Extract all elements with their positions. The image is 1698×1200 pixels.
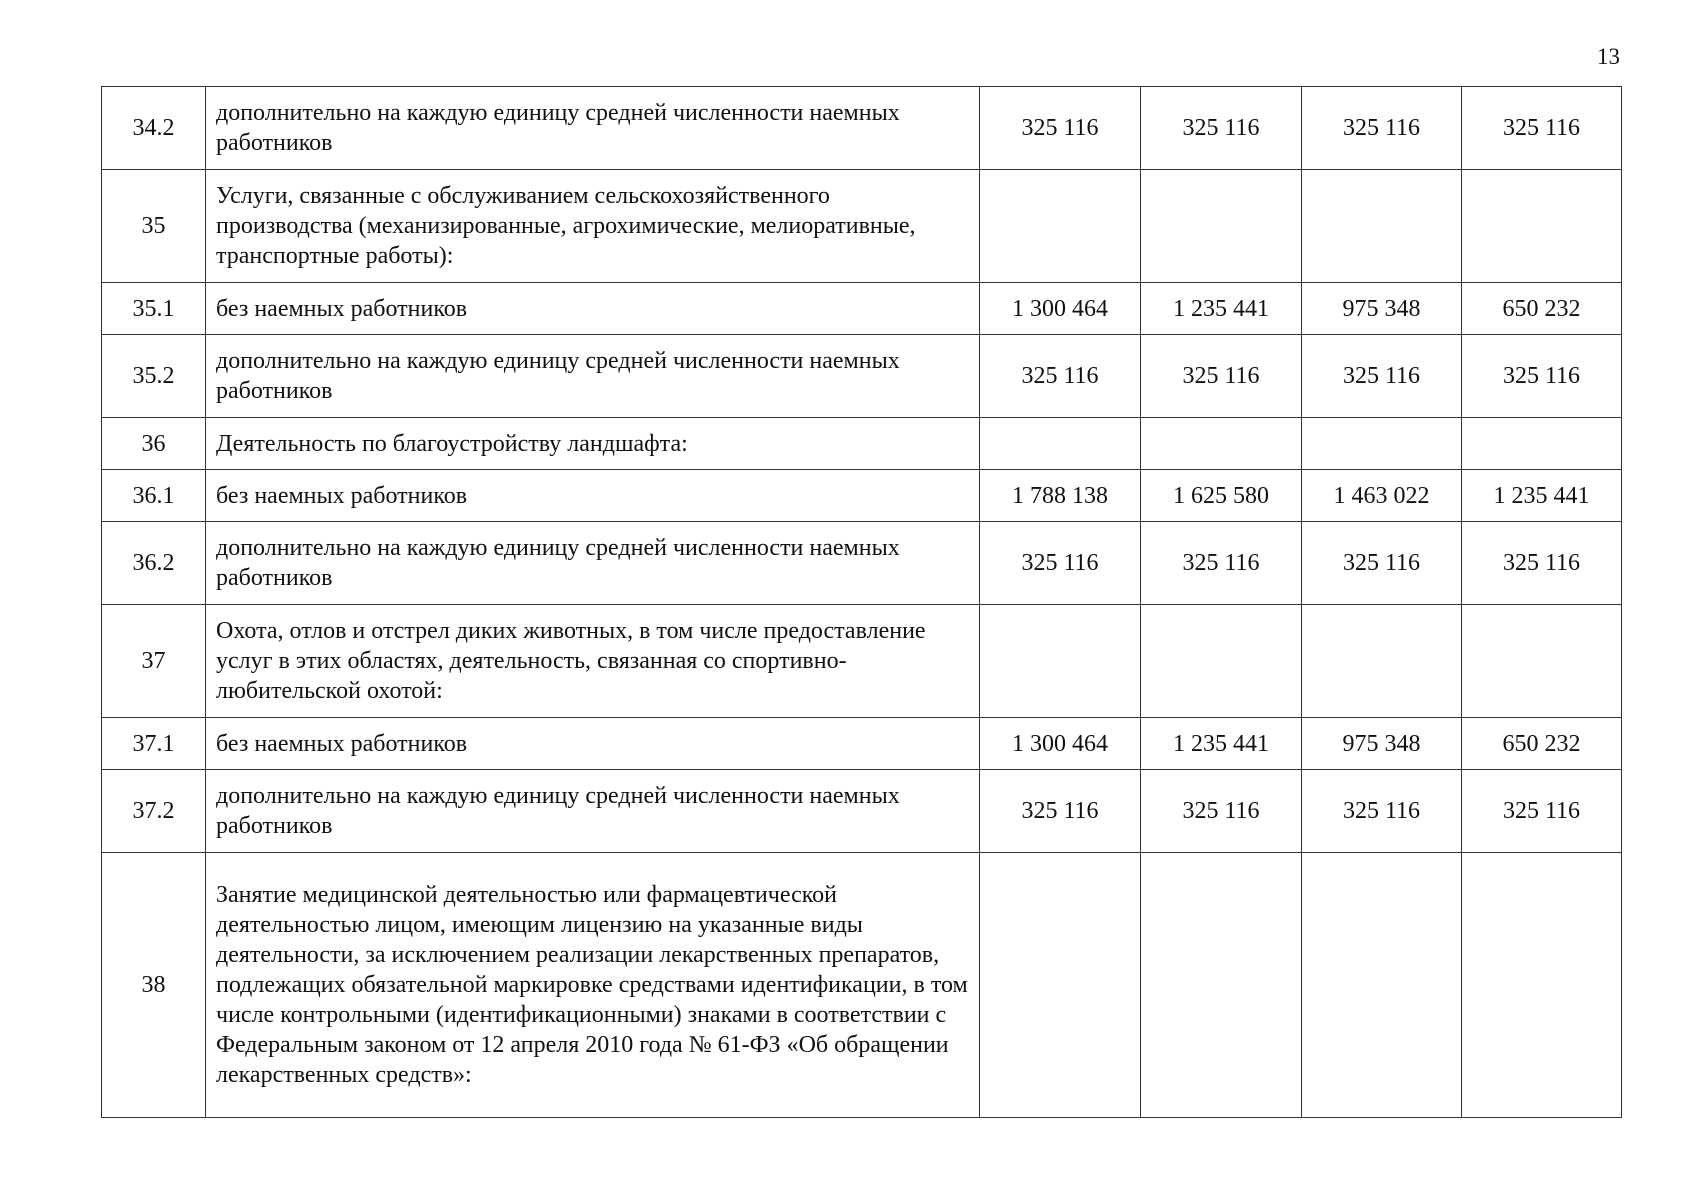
value-cell: 325 116 bbox=[1462, 770, 1622, 853]
value-cell bbox=[1462, 170, 1622, 283]
row-number: 35.2 bbox=[102, 335, 206, 418]
value-cell bbox=[980, 170, 1141, 283]
value-cell bbox=[1141, 170, 1302, 283]
row-number: 37.2 bbox=[102, 770, 206, 853]
value-cell: 1 300 464 bbox=[980, 283, 1141, 335]
row-description: дополнительно на каждую единицу средней численности наемных работников bbox=[206, 335, 980, 418]
value-cell bbox=[980, 418, 1141, 470]
row-description: Услуги, связанные с обслуживанием сельскохозяйственного производства (механизированные, агрохимические, мелиоративные, транспортные работы): bbox=[206, 170, 980, 283]
row-description: Деятельность по благоустройству ландшафта: bbox=[206, 418, 980, 470]
table-row bbox=[102, 418, 1622, 470]
value-cell: 975 348 bbox=[1302, 283, 1462, 335]
table-row bbox=[102, 605, 1622, 718]
value-cell: 325 116 bbox=[1302, 87, 1462, 170]
table-row bbox=[102, 853, 1622, 1118]
row-number: 37 bbox=[102, 605, 206, 718]
value-cell bbox=[980, 853, 1141, 1118]
value-cell bbox=[1302, 853, 1462, 1118]
row-number: 35.1 bbox=[102, 283, 206, 335]
row-number: 35 bbox=[102, 170, 206, 283]
row-description: дополнительно на каждую единицу средней численности наемных работников bbox=[206, 770, 980, 853]
table-row bbox=[102, 283, 1622, 335]
value-cell: 1 235 441 bbox=[1141, 283, 1302, 335]
value-cell: 650 232 bbox=[1462, 718, 1622, 770]
page-number: 13 bbox=[1597, 44, 1620, 69]
value-cell: 325 116 bbox=[1141, 770, 1302, 853]
table-row bbox=[102, 170, 1622, 283]
row-description: без наемных работников bbox=[206, 470, 980, 522]
value-cell bbox=[1141, 605, 1302, 718]
table-row bbox=[102, 522, 1622, 605]
row-description: дополнительно на каждую единицу средней численности наемных работников bbox=[206, 522, 980, 605]
value-cell: 325 116 bbox=[980, 87, 1141, 170]
value-cell: 325 116 bbox=[1141, 522, 1302, 605]
table-row bbox=[102, 770, 1622, 853]
table-row bbox=[102, 718, 1622, 770]
row-number: 37.1 bbox=[102, 718, 206, 770]
value-cell: 325 116 bbox=[1302, 335, 1462, 418]
table-row bbox=[102, 470, 1622, 522]
value-cell: 1 788 138 bbox=[980, 470, 1141, 522]
value-cell bbox=[1302, 170, 1462, 283]
value-cell: 325 116 bbox=[1141, 335, 1302, 418]
value-cell: 1 300 464 bbox=[980, 718, 1141, 770]
row-number: 36.2 bbox=[102, 522, 206, 605]
value-cell bbox=[1302, 418, 1462, 470]
value-cell: 650 232 bbox=[1462, 283, 1622, 335]
value-cell: 975 348 bbox=[1302, 718, 1462, 770]
value-cell bbox=[1462, 418, 1622, 470]
row-description: без наемных работников bbox=[206, 283, 980, 335]
row-number: 38 bbox=[102, 853, 206, 1118]
row-number: 36 bbox=[102, 418, 206, 470]
value-cell: 325 116 bbox=[1462, 87, 1622, 170]
row-number: 36.1 bbox=[102, 470, 206, 522]
value-cell: 325 116 bbox=[1302, 522, 1462, 605]
value-cell bbox=[980, 605, 1141, 718]
table-row bbox=[102, 335, 1622, 418]
value-cell: 1 463 022 bbox=[1302, 470, 1462, 522]
value-cell: 325 116 bbox=[980, 770, 1141, 853]
value-cell: 1 235 441 bbox=[1462, 470, 1622, 522]
value-cell bbox=[1141, 853, 1302, 1118]
value-cell: 1 235 441 bbox=[1141, 718, 1302, 770]
table-row bbox=[102, 87, 1622, 170]
value-cell: 325 116 bbox=[980, 335, 1141, 418]
row-number: 34.2 bbox=[102, 87, 206, 170]
value-cell bbox=[1302, 605, 1462, 718]
value-cell: 325 116 bbox=[1462, 522, 1622, 605]
row-description: дополнительно на каждую единицу средней численности наемных работников bbox=[206, 87, 980, 170]
value-cell bbox=[1141, 418, 1302, 470]
row-description: Охота, отлов и отстрел диких животных, в том числе предоставление услуг в этих областях, деятельность, связанная со спортивно-любительской охотой: bbox=[206, 605, 980, 718]
tariff-table bbox=[101, 86, 1622, 1118]
row-description: Занятие медицинской деятельностью или фармацевтической деятельностью лицом, имеющим лицензию на указанные виды деятельности, за исключением реализации лекарственных препаратов, подлежащих обязательной маркировке средствами идентификации, в том числе контрольными (идентификационными) знаками в соответствии с Федеральным законом от 12 апреля 2010 года № 61-ФЗ «Об обращении лекарственных средств»: bbox=[206, 853, 980, 1118]
value-cell bbox=[1462, 605, 1622, 718]
value-cell: 325 116 bbox=[980, 522, 1141, 605]
value-cell: 1 625 580 bbox=[1141, 470, 1302, 522]
value-cell: 325 116 bbox=[1302, 770, 1462, 853]
value-cell: 325 116 bbox=[1462, 335, 1622, 418]
row-description: без наемных работников bbox=[206, 718, 980, 770]
value-cell bbox=[1462, 853, 1622, 1118]
value-cell: 325 116 bbox=[1141, 87, 1302, 170]
